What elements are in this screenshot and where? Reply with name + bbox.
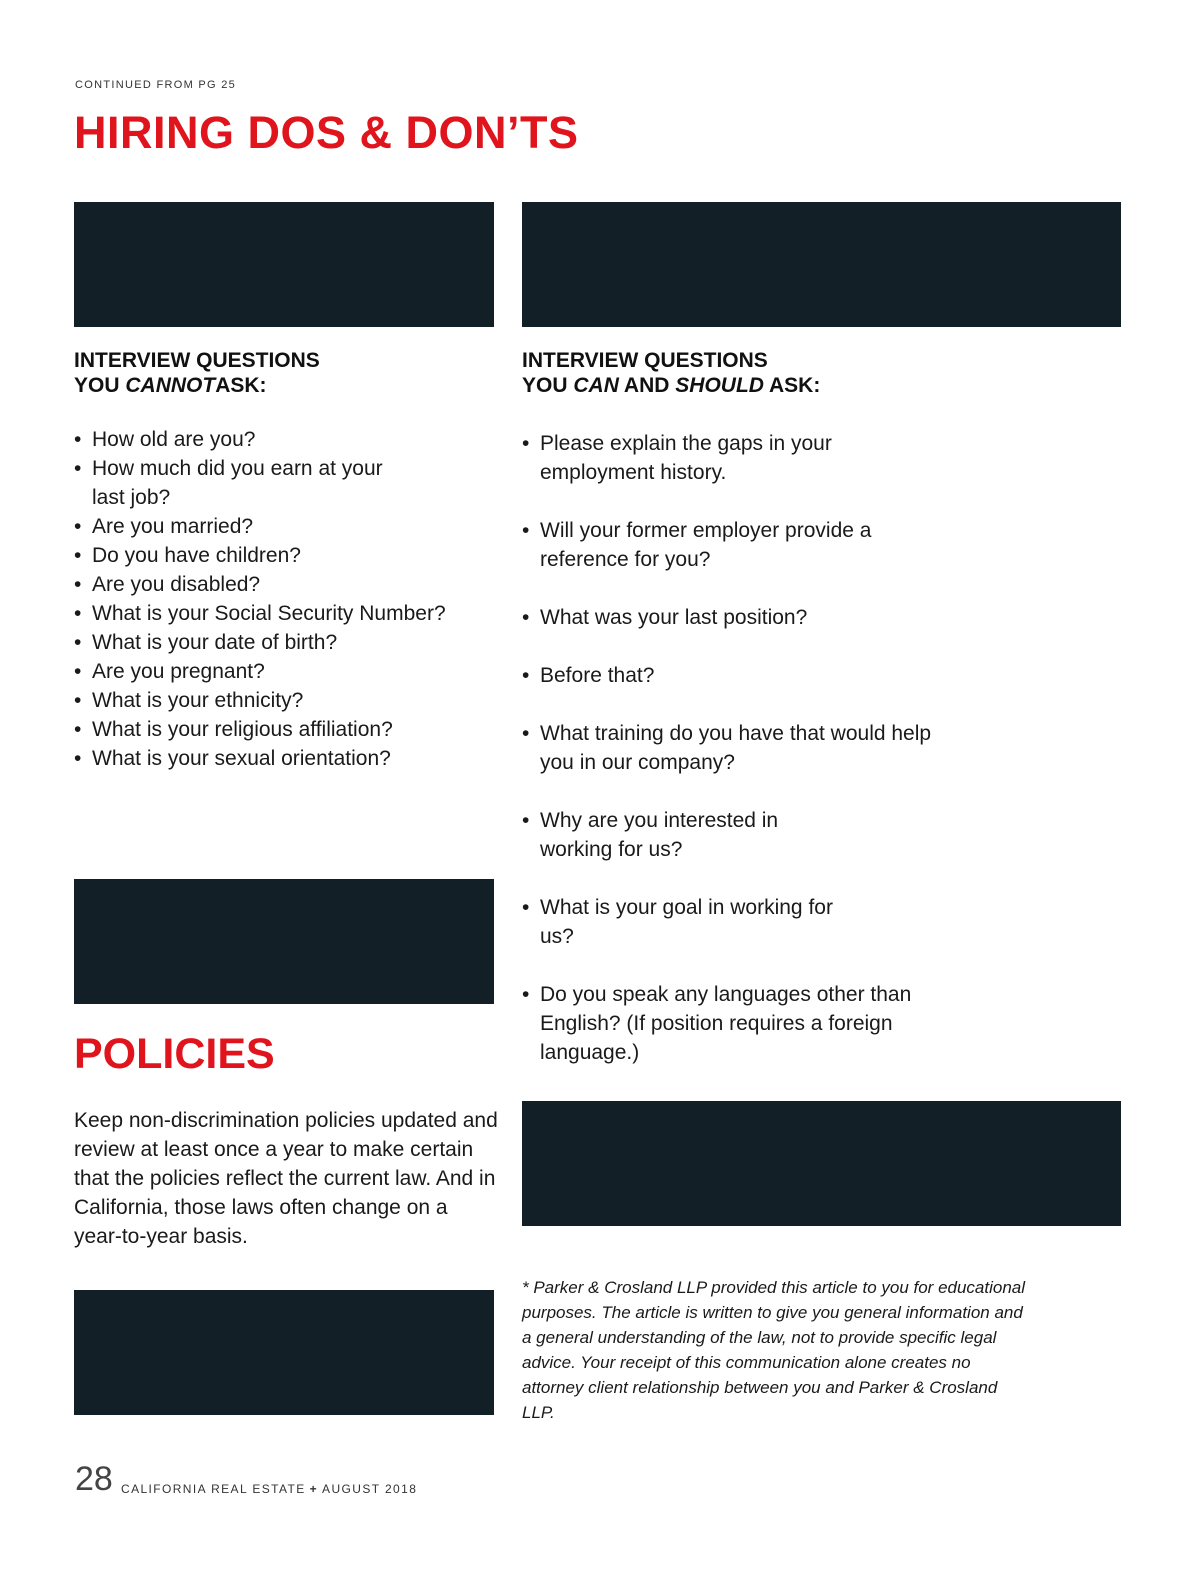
cannot-ask-list xyxy=(74,425,474,773)
list-item: • What is your ethnicity? xyxy=(74,686,474,715)
policies-title: POLICIES xyxy=(74,1030,275,1078)
list-item: • What is your goal in working for us? xyxy=(522,893,840,951)
image-block-middle-right xyxy=(522,1101,1121,1226)
footer-publication: CALIFORNIA REAL ESTATE + AUGUST 2018 xyxy=(121,1482,418,1496)
list-item: • What was your last position? xyxy=(522,603,942,632)
list-item: • Before that? xyxy=(522,661,942,690)
image-block-top-left xyxy=(74,202,494,327)
list-item: • Please explain the gaps in your employment history. xyxy=(522,429,870,487)
page-title: HIRING DOS & DON’TS xyxy=(74,107,579,158)
list-item: • Are you disabled? xyxy=(74,570,474,599)
image-block-middle-left xyxy=(74,879,494,1004)
page-number: 28 xyxy=(75,1460,113,1498)
list-item: • What training do you have that would help you in our company? xyxy=(522,719,940,777)
separator-plus: + xyxy=(309,1482,319,1496)
list-item: • What is your religious affiliation? xyxy=(74,715,474,744)
list-item: • Do you speak any languages other than English? (If position requires a foreign language.) xyxy=(522,980,920,1067)
list-item: • Do you have children? xyxy=(74,541,474,570)
list-item: • How much did you earn at your last job? xyxy=(74,454,412,512)
policies-body: Keep non-discrimination policies updated and review at least once a year to make certain that the policies reflect the current law. And in California, those laws often change on a year-to-year basis. xyxy=(74,1109,498,1248)
can-ask-section xyxy=(522,348,942,1067)
list-item: • What is your date of birth? xyxy=(74,628,474,657)
list-item: • Are you pregnant? xyxy=(74,657,474,686)
can-ask-list xyxy=(522,429,942,1067)
cannot-ask-heading: INTERVIEW QUESTIONS YOU CANNOTASK: xyxy=(74,349,320,397)
disclaimer-note: * Parker & Crosland LLP provided this article to you for educational purposes. The article is written to give you general information and a general understanding of the law, not to provide specific legal advice. Your receipt of this communication alone creates no attorney client relationship between you and Parker & Crosland LLP. xyxy=(522,1278,1026,1422)
image-block-bottom-left xyxy=(74,1290,494,1415)
list-item: • Why are you interested in working for us? xyxy=(522,806,820,864)
cannot-ask-section xyxy=(74,348,494,773)
image-block-top-right xyxy=(522,202,1121,327)
list-item: • What is your sexual orientation? xyxy=(74,744,474,773)
list-item: • How old are you? xyxy=(74,425,474,454)
continued-from-label: CONTINUED FROM PG 25 xyxy=(75,79,237,91)
list-item: • Will your former employer provide a reference for you? xyxy=(522,516,900,574)
can-ask-heading: INTERVIEW QUESTIONS YOU CAN AND SHOULD ASK: xyxy=(522,349,821,397)
list-item: • Are you married? xyxy=(74,512,474,541)
list-item: • What is your Social Security Number? xyxy=(74,599,474,628)
